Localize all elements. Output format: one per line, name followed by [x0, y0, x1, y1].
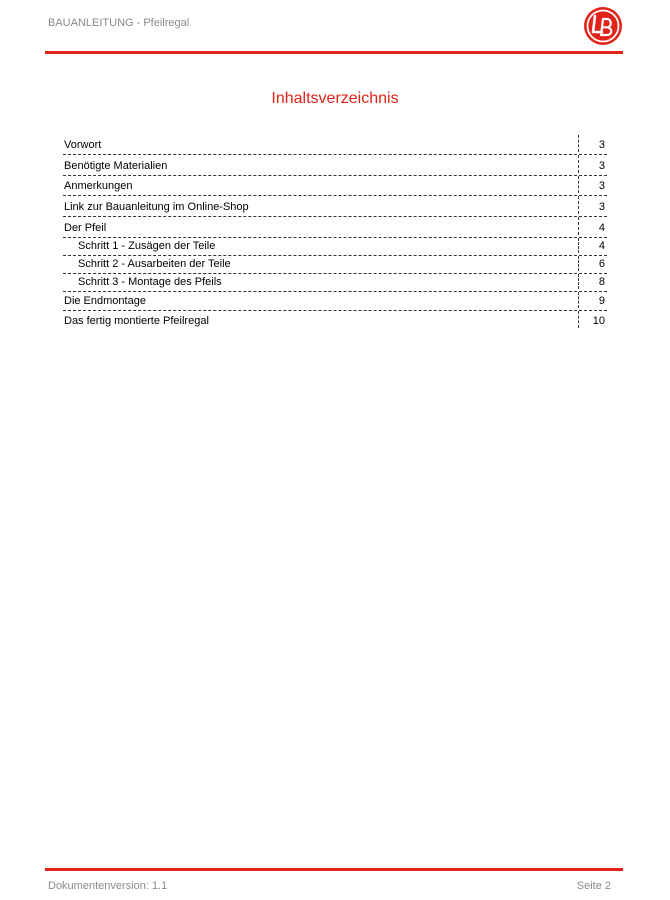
toc-subentry[interactable] — [63, 238, 607, 256]
toc-heading: Inhaltsverzeichnis — [271, 90, 399, 107]
toc-entry[interactable] — [63, 292, 607, 311]
footer-divider — [45, 868, 623, 871]
toc-entry-page: 3 — [578, 176, 607, 193]
toc-entry-page: 8 — [578, 274, 607, 289]
toc-entry-label: Schritt 2 - Ausarbeiten der Teile — [78, 258, 231, 270]
page-number: Seite 2 — [576, 880, 611, 892]
lb-logo-icon — [582, 5, 624, 47]
toc-entry-label: Link zur Bauanleitung im Online-Shop — [64, 201, 249, 213]
toc-entry-page: 10 — [578, 311, 607, 328]
document-version: Dokumentenversion: 1.1 — [48, 880, 168, 892]
toc-entry[interactable] — [63, 311, 607, 330]
toc-entry-label: Schritt 3 - Montage des Pfeils — [78, 276, 222, 288]
toc-subentry[interactable] — [63, 256, 607, 274]
toc-entry-page: 4 — [578, 217, 607, 235]
toc-entry-page: 4 — [578, 238, 607, 253]
toc-entry-page: 6 — [578, 256, 607, 271]
toc-subentry[interactable] — [63, 274, 607, 292]
toc-entry[interactable] — [63, 155, 607, 176]
toc-entry-label: Das fertig montierte Pfeilregal — [64, 315, 209, 327]
toc-entry-label: Vorwort — [64, 139, 102, 151]
toc-entry-label: Anmerkungen — [64, 180, 133, 192]
header-divider — [45, 51, 623, 54]
toc-entry[interactable] — [63, 135, 607, 155]
toc-entry-label: Die Endmontage — [64, 295, 146, 307]
toc-entry-page: 9 — [578, 292, 607, 308]
toc-entry[interactable] — [63, 217, 607, 238]
toc-entry-page: 3 — [578, 155, 607, 173]
table-of-contents — [63, 135, 607, 330]
toc-entry-label: Benötigte Materialien — [64, 160, 168, 172]
toc-entry-page: 3 — [578, 196, 607, 214]
toc-entry[interactable] — [63, 176, 607, 196]
toc-entry[interactable] — [63, 196, 607, 217]
toc-entry-label: Der Pfeil — [64, 222, 107, 234]
toc-entry-page: 3 — [578, 135, 607, 152]
document-header-title: BAUANLEITUNG - Pfeilregal — [48, 17, 190, 29]
toc-entry-label: Schritt 1 - Zusägen der Teile — [78, 240, 216, 252]
